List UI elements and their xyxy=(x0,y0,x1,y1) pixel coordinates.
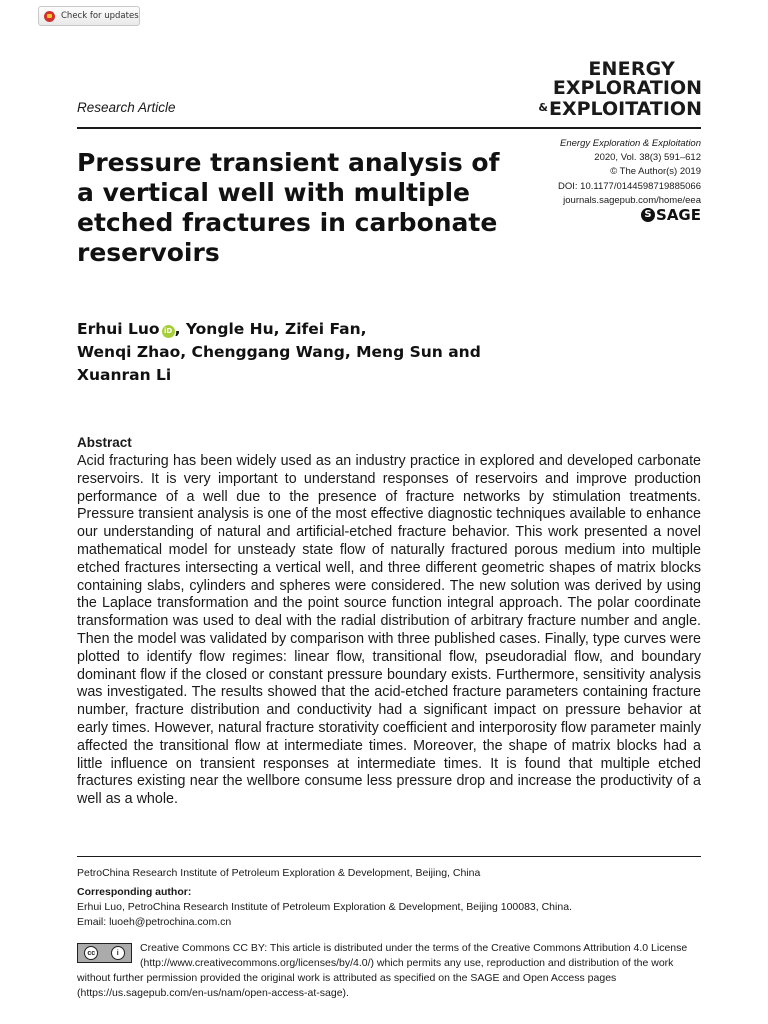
footnote-rule xyxy=(77,856,701,857)
journal-url[interactable]: journals.sagepub.com/home/eea xyxy=(563,194,701,206)
journal-logo xyxy=(520,60,702,119)
license-text: Creative Commons CC BY: This article is distributed under the terms of the Creative Commons Attribution 4.0 License (http://www.creativecommons.org/licenses/by/4.0/) which permits any use, reproduction and distribution of the work without further permission provided the original work is attributed as specified on the SAGE and Open Access pages (https://us.sagepub.com/en-us/nam/open-access-at-sage). xyxy=(77,942,688,999)
first-author: Erhui Luo xyxy=(77,320,160,338)
copyright: © The Author(s) 2019 xyxy=(610,166,701,178)
journal-name: Energy Exploration & Exploitation xyxy=(560,138,701,149)
author-line-1 xyxy=(77,318,517,341)
sage-logo xyxy=(600,205,701,225)
author-line-2: Wenqi Zhao, Chenggang Wang, Meng Sun and xyxy=(77,343,481,361)
author-line-3: Xuanran Li xyxy=(77,366,172,384)
cc-by-icon: cc i xyxy=(77,943,132,963)
logo-line-3 xyxy=(520,98,702,119)
corresponding-email[interactable]: Email: luoeh@petrochina.com.cn xyxy=(77,916,232,928)
sage-icon: S xyxy=(641,208,655,222)
logo-line-2: EXPLORATION xyxy=(552,77,702,99)
article-title: Pressure transient analysis of a vertical well with multiple etched fractures in carbonate reservoirs xyxy=(77,148,500,267)
orcid-icon[interactable]: iD xyxy=(162,325,175,338)
article-type: Research Article xyxy=(77,100,176,115)
publisher-name: SAGE xyxy=(656,206,701,224)
license-notice xyxy=(77,941,701,1001)
volume-info: 2020, Vol. 38(3) 591–612 xyxy=(594,152,701,164)
check-for-updates-label: Check for updates xyxy=(61,11,139,21)
corresponding-address: Erhui Luo, PetroChina Research Institute of Petroleum Exploration & Development, Beijing 100083, China. xyxy=(77,901,572,913)
update-icon xyxy=(44,11,55,22)
author-line-1-rest: , Yongle Hu, Zifei Fan, xyxy=(174,320,367,338)
corresponding-heading: Corresponding author: xyxy=(77,886,192,898)
abstract-heading: Abstract xyxy=(77,435,132,450)
doi-link[interactable]: DOI: 10.1177/0144598719885066 xyxy=(558,180,701,192)
abstract-text: Acid fracturing has been widely used as an industry practice in explored and developed carbonate reservoirs. It is very important to understand responses of reservoirs and improve production performance of a well due to the presence of fracture networks by stimulation treatments. Pressure transient analysis is one of the most effective diagnostic techniques available to enhance our understanding of natural and artificial-etched fracture behavior. This work presented a novel mathematical model for unsteady state flow of naturally fractured porous medium into multiple etched fractures intersecting a vertical well, and three different geometric shapes of matrix blocks containing slabs, cylinders and spheres were considered. The new solution was derived by using the Laplace transformation and the point source function integral approach. The polar coordinate transformation was used to deal with the radial distribution of arbitrary fracture number and angle. Then the model was validated by comparison with three published cases. Finally, type curves were plotted to identify flow regimes: linear flow, transitional flow, pseudoradial flow, and boundary dominant flow if the closed or constant pressure boundary exists. Furthermore, sensitivity analysis was investigated. The results showed that the acid-etched fracture parameters containing fracture number, fracture distribution and conductivity had a significant impact on pressure behavior at early times. However, natural fracture storativity coefficient and interporosity flow parameter mainly affected the transitional flow at intermediate times. Moreover, the shape of matrix blocks had a little influence on transient responses at intermediate times. It is found that multiple etched fractures existing near the wellbore consume less pressure drop and increase the productivity of a well as a whole. xyxy=(77,453,701,808)
logo-ampersand: & xyxy=(538,101,548,114)
check-for-updates-button[interactable] xyxy=(38,6,140,26)
affiliation: PetroChina Research Institute of Petroleum Exploration & Development, Beijing, China xyxy=(77,867,481,879)
logo-line-1: ENERGY xyxy=(588,58,675,80)
footnotes xyxy=(77,866,701,930)
author-list xyxy=(77,318,517,387)
logo-line-3-text: EXPLOITATION xyxy=(548,98,702,120)
header-rule xyxy=(77,127,701,129)
